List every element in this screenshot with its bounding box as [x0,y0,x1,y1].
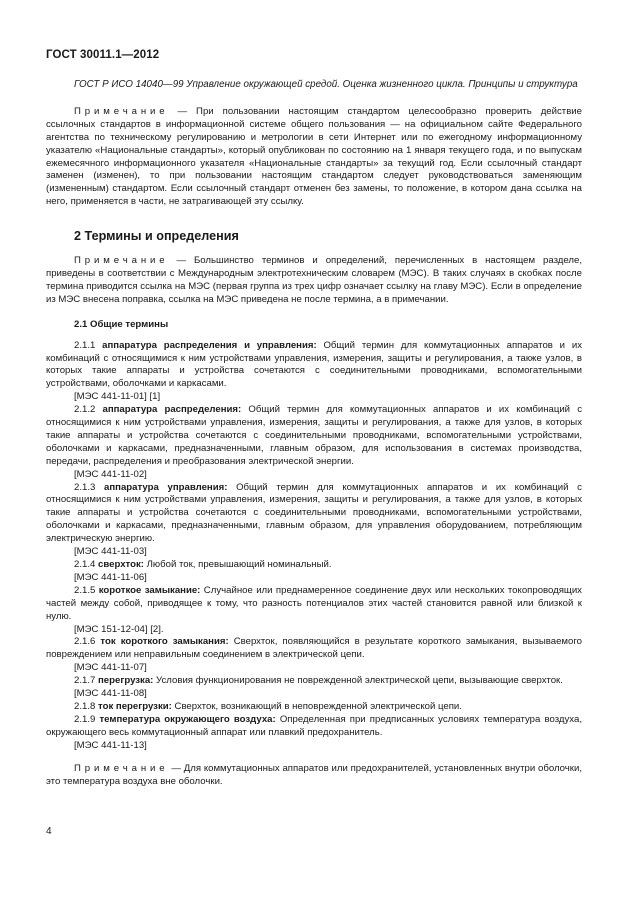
term-number: 2.1.6 [74,636,101,648]
term-name: аппаратура распределения и управления: [102,339,317,351]
term-definition: Общий термин для коммутационных аппаратов и их комбинаций с относящимися к ним устройствами управления, измерения, защиты и регулирования, а также узлов, в которых такие аппараты и устройства сочетаются с соединительными проводниками, вспомогательными устройствами, оболочками и каркасами. [46,339,582,390]
term-entry [46,404,582,469]
section-heading: 2 Термины и определения [74,229,239,244]
term-name: сверхток: [98,559,144,570]
final-note [46,763,582,789]
term-entry [46,482,582,547]
term-definition: Общий термин для коммутационных аппаратов и их комбинаций с относящимися к ним устройствами управления, измерения, защиты и регулирования, а также для узлов, в которых такие аппараты и устройства сочетаются с соединительными проводниками, вспомогательными устройствами, оболочками и каркасами, предназначенными, главным образом, для использования в системах производства, передачи, распределения и преобразования электрической энергии. [46,404,582,467]
term-name: аппаратура управления: [104,481,228,493]
term-entry [46,585,582,624]
note-label: Примечание [74,105,169,117]
term-number: 2.1.8 [74,700,99,712]
referenced-standard: ГОСТ Р ИСО 14040—99 Управление окружающей средой. Оценка жизненного цикла. Принципы и структура [74,79,578,90]
term-source: [МЭС 441-11-07] [74,662,147,674]
term-source: [МЭС 151-12-04] [2]. [74,623,164,635]
term-source: [МЭС 441-11-06] [74,571,147,583]
term-source: [МЭС 441-11-08] [74,688,147,700]
term-definition: Любой ток, превышающий номинальный. [143,559,332,570]
term-definition: Сверхток, появляющийся в результате короткого замыкания, вызываемого повреждением или неправильным соединением в электрической цепи. [46,636,582,661]
term-number: 2.1.4 [74,559,99,570]
term-number: 2.1.7 [74,675,99,687]
term-entry [46,636,582,662]
term-number: 2.1.3 [74,481,105,493]
term-number: 2.1.5 [74,584,99,596]
subsection-heading: 2.1 Общие термины [74,318,169,330]
note-label: Примечание [74,762,169,774]
note-text: — Для коммутационных аппаратов или предохранителей, установленных внутри оболочки, это температура воздуха вне оболочки. [46,762,582,787]
term-source: [МЭС 441-11-01] [1] [74,391,161,403]
term-entry [46,559,582,572]
term-definition: Определенная при предписанных условиях температура воздуха, окружающего весь коммутационный аппарат или плавкий предохранитель. [46,713,582,738]
term-number: 2.1.9 [74,713,100,725]
term-entry [46,675,582,688]
term-name: температура окружающего воздуха: [99,713,276,725]
term-definition: Случайное или преднамеренное соединение двух или нескольких токопроводящих частей между собой, приводящее к тому, что разность потенциалов этих частей становится равной или близкой к нулю. [46,584,582,622]
term-name: перегрузка: [98,675,154,687]
page-number: 4 [46,826,52,837]
term-definition: Сверхток, возникающий в неповрежденной электрической цепи. [171,700,462,712]
term-entry [46,701,582,714]
term-name: ток короткого замыкания: [100,636,229,648]
terms-note [46,255,582,307]
references-note [46,106,582,209]
term-source: [МЭС 441-11-03] [74,546,147,558]
term-source: [МЭС 441-11-02] [74,468,147,480]
term-name: ток перегрузки: [98,700,172,712]
term-number: 2.1.2 [74,404,103,416]
document-body [46,79,582,788]
term-entry [46,340,582,392]
note-label: Примечание [74,255,169,267]
term-definition: Общий термин для коммутационных аппаратов и их комбинаций с относящимися к ним устройствами управления, измерения, защиты и регулирования, а также для узлов, в которых такие аппараты и устройства сочетаются с соединительными проводниками, вспомогательными устройствами, оболочками и каркасами, предназначенными, главным образом, для управления оборудованием, потребляющим электрическую энергию. [46,481,582,545]
term-entry [46,714,582,740]
note-text: — Большинство терминов и определений, перечисленных в настоящем разделе, приведены в соответствии с Международным электротехническим словарем (МЭС). В таких случаях в скобках после термина приводится ссылка на МЭС (первая группа из трех цифр означает ссылку на главу МЭС). Если в определение из МЭС внесена поправка, ссылка на МЭС приведена не после термина, а в примечании. [46,255,582,305]
term-name: аппаратура распределения: [102,404,242,416]
term-number: 2.1.1 [74,339,103,351]
terms-list [46,340,582,753]
note-text: — При пользовании настоящим стандартом целесообразно проверить действие ссылочных стандартов в информационной системе общего пользования — на официальном сайте Федерального агентства по техническому регулированию и метрологии в сети Интернет или по ежегодному информационному указателю «Национальные стандарты», который опубликован по состоянию на 1 января текущего года, и по выпускам ежемесячного информационного указателя «Национальные стандарты» за текущий год. Если ссылочный стандарт заменен (изменен), то при пользовании настоящим стандартом следует руководствоваться заменяющим (измененным) стандартом. Если ссылочный стандарт отменен без замены, то положение, в котором дана ссылка на него, применяется в части, не затрагивающей эту ссылку. [46,105,582,208]
term-source: [МЭС 441-11-13] [74,739,147,751]
term-name: короткое замыкание: [98,584,201,596]
document-header: ГОСТ 30011.1—2012 [46,49,160,61]
term-definition: Условия функционирования не поврежденной электрической цепи, вызывающие сверхток. [153,675,563,687]
